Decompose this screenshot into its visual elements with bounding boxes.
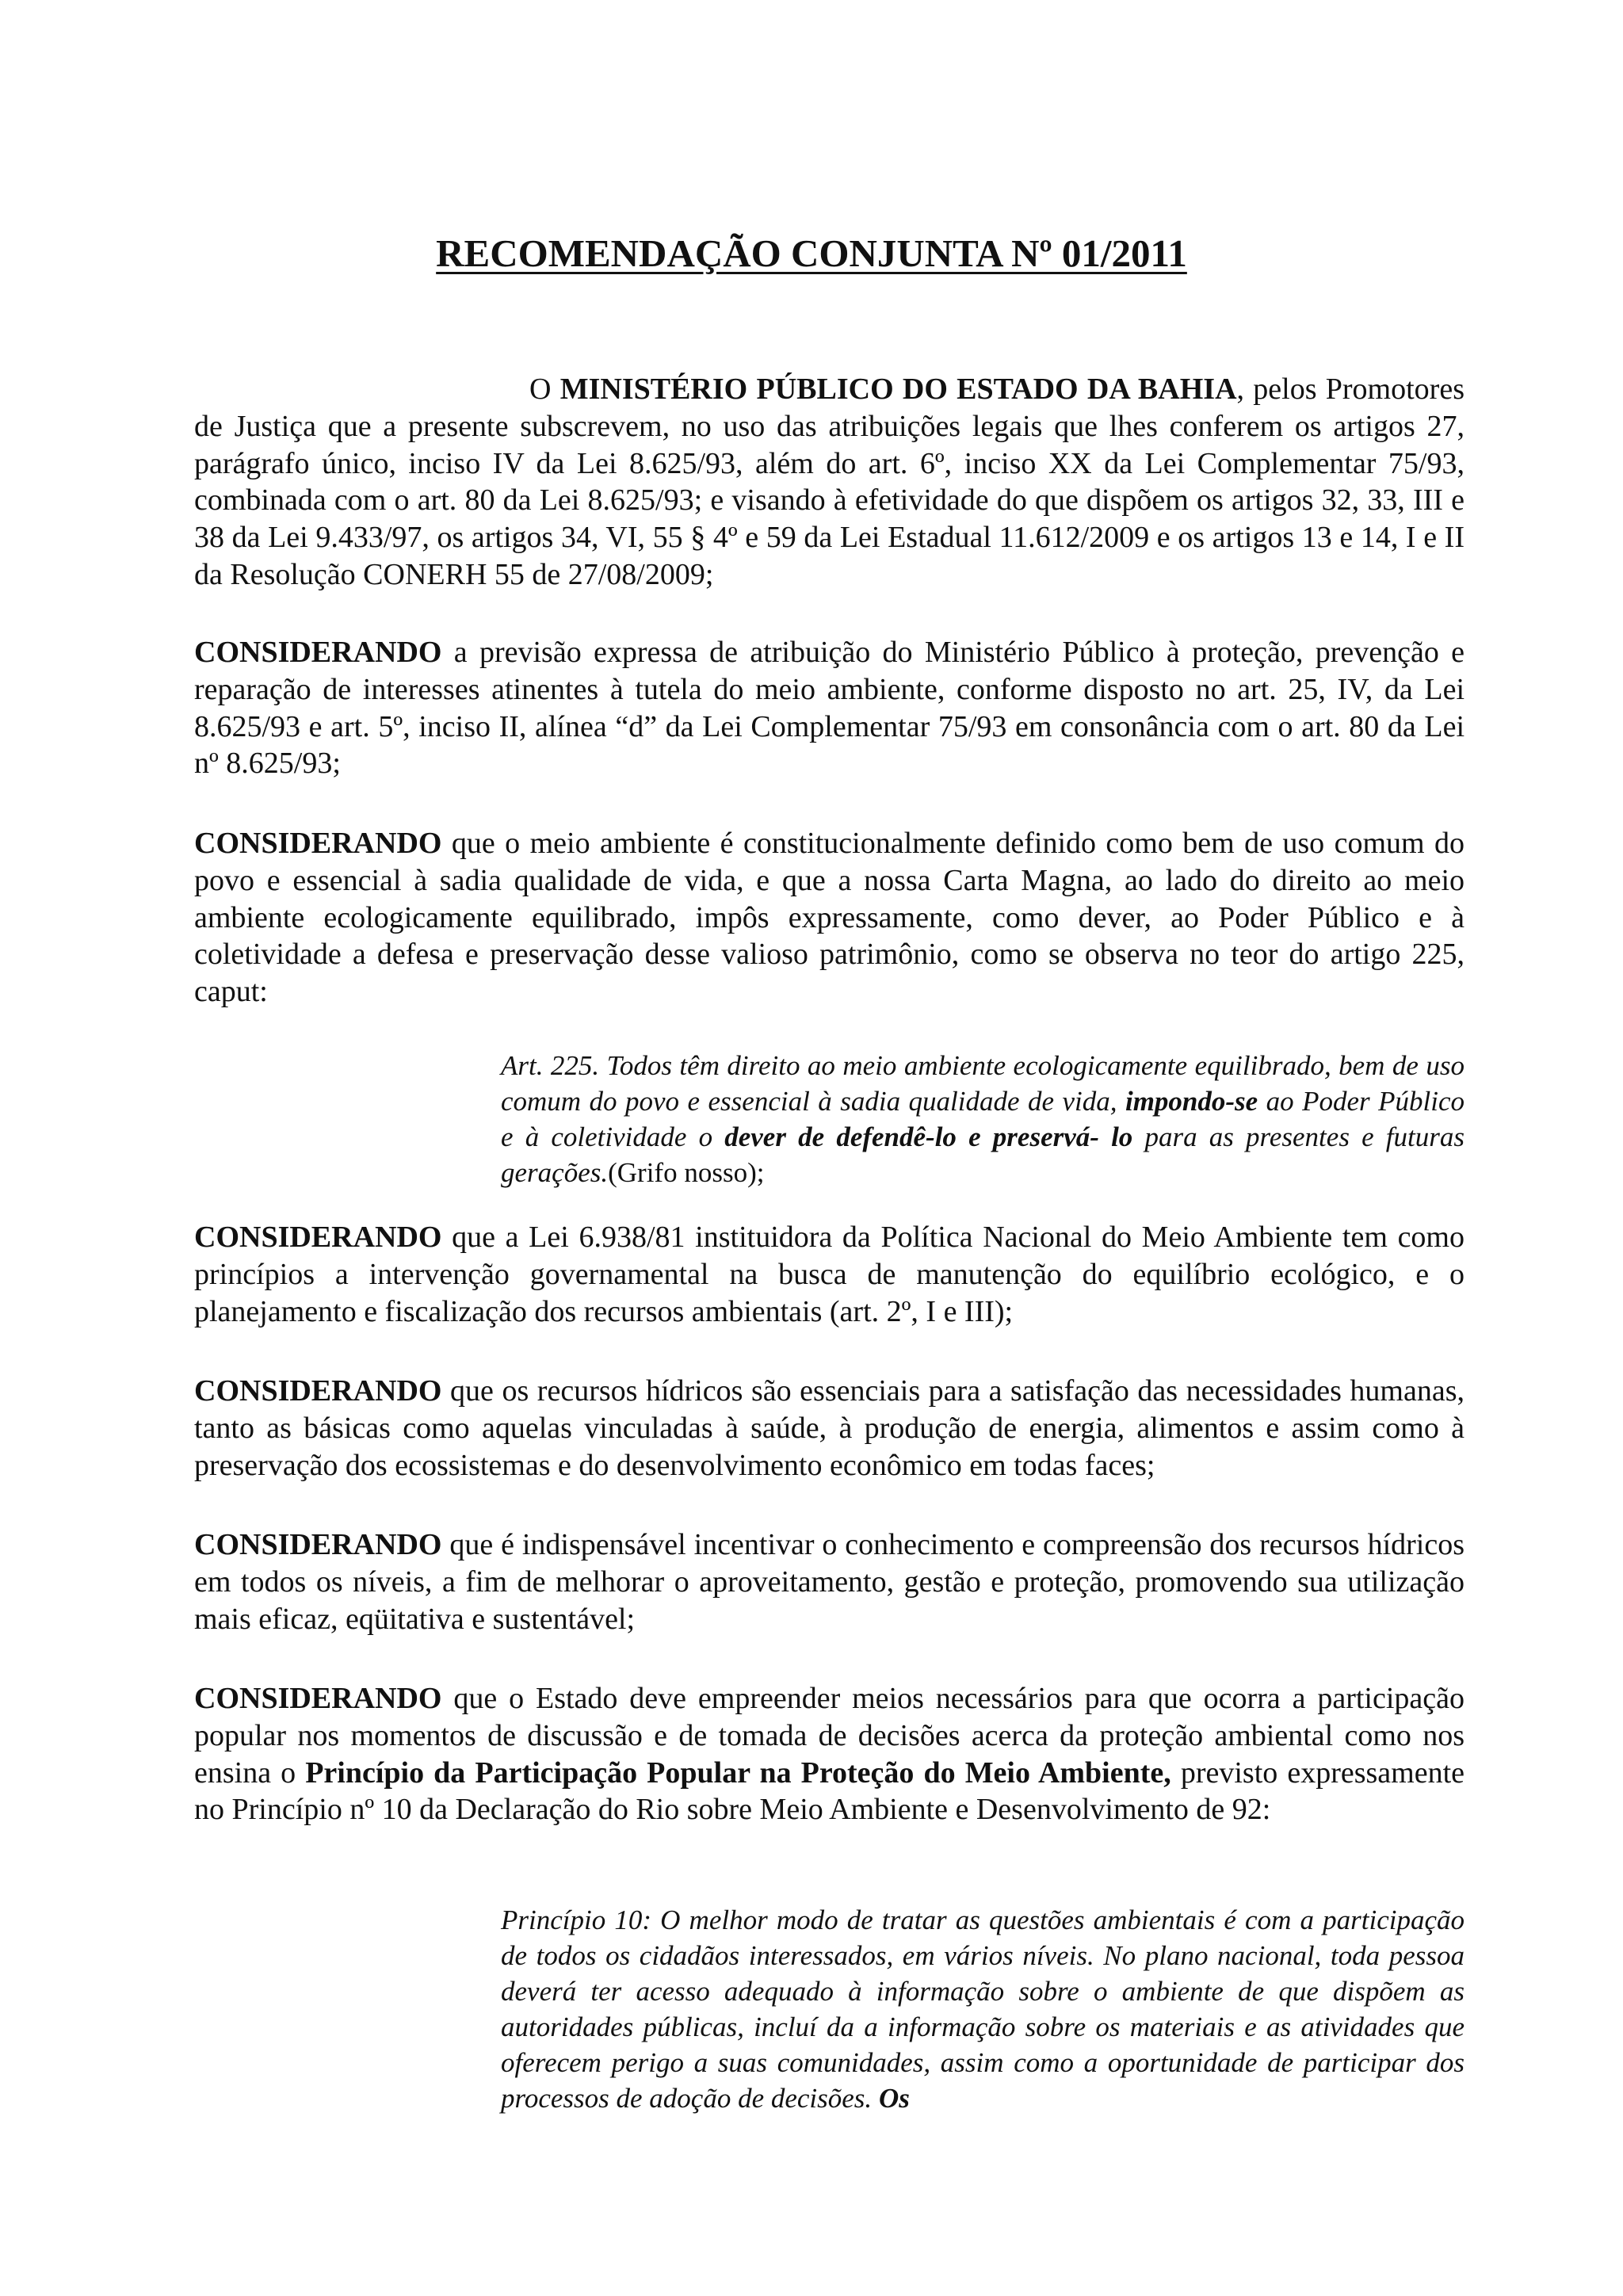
considerando-keyword: CONSIDERANDO (194, 1374, 442, 1408)
considerando-keyword: CONSIDERANDO (194, 636, 442, 669)
considerando-text: que é indispensável incentivar o conhecimento e compreensão dos recursos hídricos em todos os níveis, a fim de melhorar o aproveitamento, gestão e proteção, promovendo sua utilização mais eficaz, eqüitativa e sustentável; (194, 1528, 1465, 1636)
considerando-paragraph-5 (194, 1526, 1465, 1637)
quote-text: para as presentes e futuras gerações. (501, 1121, 1465, 1188)
intro-text: , pelos Promotores de Justiça que a presente subscrevem, no uso das atribuições legais que lhes conferem os artigos 27, parágrafo único, inciso IV da Lei 8.625/93, além do art. 6º, inciso XX da Lei Complementar 75/93, combinada com o art. 80 da Lei 8.625/93; e visando à efetividade do que dispõem os artigos 32, 33, III e 38 da Lei 9.433/97, os artigos 34, VI, 55 § 4º e 59 da Lei Estadual 11.612/2009 e os artigos 13 e 14, I e II da Resolução CONERH 55 de 27/08/2009; (194, 372, 1465, 591)
considerando-text: previsto expressamente no Princípio nº 10 da Declaração do Rio sobre Meio Ambiente e Desenvolvimento de 92: (194, 1755, 1465, 1827)
intro-lead: O (529, 372, 560, 406)
considerando-keyword: CONSIDERANDO (194, 1221, 442, 1254)
considerando-keyword: CONSIDERANDO (194, 1682, 442, 1715)
considerando-paragraph-3 (194, 1219, 1465, 1330)
considerando-text: que o Estado deve empreender meios necessários para que ocorra a participação popular nos momentos de discussão e de tomada de decisões acerca da proteção ambiental como nos ensina o (194, 1682, 1465, 1790)
quote-text: Princípio 10: O melhor modo de tratar as questões ambientais é com a participação de todos os cidadãos interessados, em vários níveis. No plano nacional, toda pessoa deverá ter acesso adequado à informação sobre o ambiente de que dispõem as autoridades públicas, incluí da a informação sobre os materiais e as atividades que oferecem perigo a suas comunidades, assim como a oportunidade de participar dos processos de adoção de decisões. (501, 1904, 1465, 2114)
quote-emphasis: impondo-se (1125, 1086, 1258, 1117)
quote-emphasis: dever de defendê-lo e preservá- lo (724, 1121, 1133, 1152)
quote-art-225 (501, 1048, 1465, 1190)
quote-text: Art. 225. Todos têm direito ao meio ambiente ecologicamente equilibrado, bem de uso comum do povo e essencial à sadia qualidade de vida, (501, 1050, 1465, 1117)
quote-text: ao Poder Público e à coletividade o (501, 1086, 1465, 1152)
considerando-paragraph-2 (194, 825, 1465, 1010)
considerando-text: a previsão expressa de atribuição do Ministério Público à proteção, prevenção e reparação de interesses atinentes à tutela do meio ambiente, conforme disposto no art. 25, IV, da Lei 8.625/93 e art. 5º, inciso II, alínea “d” da Lei Complementar 75/93 em consonância com o art. 80 da Lei nº 8.625/93; (194, 636, 1465, 781)
intro-entity: MINISTÉRIO PÚBLICO DO ESTADO DA BAHIA (559, 372, 1237, 406)
considerando-paragraph-4 (194, 1373, 1465, 1484)
quote-emphasis: Os (878, 2083, 910, 2114)
document-title: RECOMENDAÇÃO CONJUNTA Nº 01/2011 (436, 231, 1187, 275)
considerando-keyword: CONSIDERANDO (194, 827, 442, 860)
considerando-keyword: CONSIDERANDO (194, 1528, 442, 1561)
considerando-text: que a Lei 6.938/81 instituidora da Política Nacional do Meio Ambiente tem como princípios a intervenção governamental na busca de manutenção do equilíbrio ecológico, e o planejamento e fiscalização dos recursos ambientais (art. 2º, I e III); (194, 1221, 1465, 1328)
considerando-paragraph-1 (194, 634, 1465, 782)
considerando-text: que o meio ambiente é constitucionalmente definido como bem de uso comum do povo e essencial à sadia qualidade de vida, e que a nossa Carta Magna, ao lado do direito ao meio ambiente ecologicamente equilibrado, impôs expressamente, como dever, ao Poder Público e à coletividade a defesa e preservação desse valioso patrimônio, como se observa no teor do artigo 225, caput: (194, 827, 1465, 1009)
quote-note: (Grifo nosso); (608, 1157, 765, 1188)
intro-paragraph (194, 371, 1465, 594)
considerando-paragraph-6 (194, 1680, 1465, 1828)
quote-principio-10 (501, 1902, 1465, 2116)
principle-name: Princípio da Participação Popular na Proteção do Meio Ambiente, (305, 1755, 1171, 1790)
considerando-text: que os recursos hídricos são essenciais para a satisfação das necessidades humanas, tanto as básicas como aquelas vinculadas à saúde, à produção de energia, alimentos e assim como à preservação dos ecossistemas e do desenvolvimento econômico em todas faces; (194, 1374, 1465, 1482)
